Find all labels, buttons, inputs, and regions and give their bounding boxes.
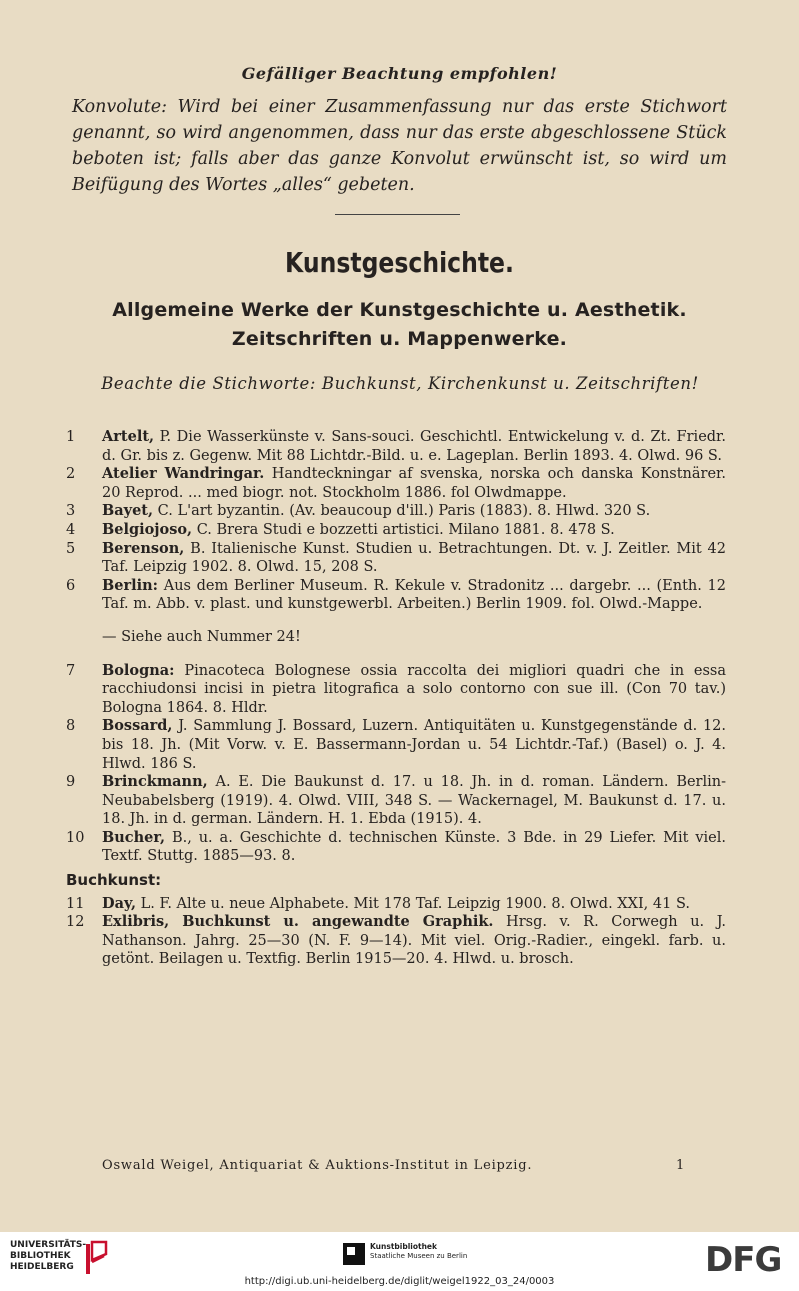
- entry-number: 4: [66, 521, 76, 538]
- entry-number: 5: [66, 540, 76, 557]
- ub-line: BIBLIOTHEK: [10, 1251, 71, 1261]
- entry-number: 12: [66, 914, 85, 931]
- entry-number: 3: [66, 503, 76, 520]
- entry-text: A. E. Die Baukunst d. 17. u 18. Jh. in d. roman. Ländern. Berlin-Neubabelsberg (1919). 4. Olwd. VIII, 348 S. — Wackernagel, M. Baukunst d. 17. u. 18. Jh. in d. german. Ländern. H. 1. Ebda (1915). 4.: [102, 774, 726, 828]
- catalog-entry: [66, 465, 726, 502]
- entry-text: J. Sammlung J. Bossard, Luzern. Antiquitäten u. Kunstgegenstände d. 12. bis 18. Jh. (Mit Vorw. v. E. Bassermann-Jordan u. 54 Lichtdr.-Taf.) (Basel) o. J. 4. Hlwd. 186 S.: [102, 718, 726, 772]
- entry-name: Bologna:: [102, 661, 175, 679]
- entry-number: 9: [66, 774, 76, 791]
- entry-text: Hrsg. v. R. Corwegh u. J. Nathanson. Jahrg. 25—30 (N. F. 9—14). Mit viel. Orig.-Radier., eingekl. farb. u. getönt. Beilagen u. Textfig. Berlin 1915—20. 4. Hlwd. u. brosch.: [102, 914, 727, 968]
- entry-number: 10: [66, 829, 85, 846]
- catalog-entry: [66, 895, 726, 914]
- entry-number: 2: [66, 466, 76, 483]
- entry-number: 8: [66, 718, 76, 735]
- entry-name: Bucher,: [102, 828, 166, 846]
- entry-text: C. Brera Studi e bozzetti artistici. Milano 1881. 8. 478 S.: [196, 521, 615, 538]
- catalog-entry: [66, 540, 726, 577]
- permalink-url[interactable]: http://digi.ub.uni-heidelberg.de/diglit/weigel1922_03_24/0003: [244, 1276, 555, 1287]
- notice-body: Konvolute: Wird bei einer Zusammenfassung nur das erste Stichwort genannt, so wird angenommen, dass nur das erste abgeschlossene Stück beboten ist; falls aber das ganze Konvolut erwünscht ist, so wird um Beifügung des Wortes „alles“ gebeten.: [72, 97, 727, 195]
- entry-name: Berenson,: [102, 539, 185, 557]
- catalog-entry: [66, 662, 726, 718]
- see-also-note: — Siehe auch Nummer 24!: [102, 629, 301, 646]
- catalog-entry: [66, 717, 726, 773]
- catalog-entry: [66, 577, 726, 614]
- keyword-note: Beachte die Stichworte: Buchkunst, Kirchenkunst u. Zeitschriften!: [101, 374, 699, 393]
- entry-list: [66, 428, 726, 969]
- catalog-entry: [66, 428, 726, 465]
- entry-name: Exlibris, Buchkunst u. angewandte Graphik.: [102, 913, 494, 931]
- entry-name: Bayet,: [102, 502, 154, 520]
- catalog-entry: [66, 913, 726, 969]
- entry-text: L. F. Alte u. neue Alphabete. Mit 178 Taf. Leipzig 1900. 8. Olwd. XXI, 41 S.: [140, 895, 690, 912]
- catalog-entry: [66, 521, 726, 540]
- entry-text: B., u. a. Geschichte d. technischen Künste. 3 Bde. in 29 Liefer. Mit viel. Textf. Stuttg. 1885—93. 8.: [102, 829, 726, 865]
- dfg-logo[interactable]: DFG: [705, 1240, 782, 1280]
- divider: [335, 214, 460, 215]
- entry-name: Berlin:: [102, 576, 159, 594]
- entry-name: Bossard,: [102, 717, 173, 735]
- section-title: Kunstgeschichte.: [285, 246, 514, 279]
- entry-text: Handteckningar af svenska, norska och danska Konstnärer. 20 Reprod. ... med biogr. not. Stockholm 1886. fol Olwdmappe.: [102, 466, 727, 501]
- entry-text: B. Italienische Kunst. Studien u. Betrachtungen. Dt. v. J. Zeitler. Mit 42 Taf. Leipzig 1902. 8. Olwd. 15, 208 S.: [102, 540, 726, 576]
- entry-text: P. Die Wasserkünste v. Sans-souci. Geschichtl. Entwickelung v. d. Zt. Friedr. d. Gr. bis z. Gegenw. Mit 88 Lichtdr.-Bild. u. e. Lageplan. Berlin 1893. 4. Olwd. 96 S.: [102, 429, 727, 464]
- entry-text: Aus dem Berliner Museum. R. Kekule v. Stradonitz ... dargebr. ... (Enth. 12 Taf. m. Abb. v. plast. und kunstgewerbl. Arbeiten.) Berlin 1909. fol. Olwd.-Mappe.: [102, 577, 726, 613]
- entry-number: 1: [66, 429, 76, 445]
- catalog-entry: [66, 829, 726, 866]
- page-number: 1: [676, 1158, 685, 1173]
- catalog-entry: [66, 502, 726, 521]
- entry-name: Artelt,: [102, 428, 155, 445]
- ub-line: HEIDELBERG: [10, 1262, 74, 1272]
- subsection-heading: Buchkunst:: [66, 871, 162, 890]
- entry-text: Pinacoteca Bolognese ossia raccolta dei migliori quadri che in essa racchiudonsi incisi in pietra litografica a solo contorno con sue ill. (Con 70 tav.) Bologna 1864. 8. Hldr.: [102, 662, 726, 716]
- kunstbibliothek-logo[interactable]: [370, 1242, 467, 1261]
- entry-number: 7: [66, 662, 76, 679]
- catalog-entry: [66, 773, 726, 829]
- digitization-logo-bar: [0, 1232, 799, 1291]
- kunstbibliothek-name: Kunstbibliothek: [370, 1242, 438, 1251]
- ub-emblem-icon: [84, 1238, 110, 1276]
- university-library-logo[interactable]: [10, 1240, 86, 1273]
- entry-name: Atelier Wandringar.: [102, 465, 265, 483]
- entry-name: Brinckmann,: [102, 773, 208, 791]
- entry-name: Day,: [102, 894, 137, 912]
- kunstbibliothek-logo-icon: [343, 1243, 365, 1265]
- entry-text: C. L'art byzantin. (Av. beaucoup d'ill.) Paris (1883). 8. Hlwd. 320 S.: [157, 503, 651, 520]
- publisher-footer: Oswald Weigel, Antiquariat & Auktions-Institut in Leipzig.: [102, 1158, 533, 1173]
- notice-title: Gefälliger Beachtung empfohlen!: [241, 64, 558, 83]
- section-subtitle: Allgemeine Werke der Kunstgeschichte u. Aesthetik. Zeitschriften u. Mappenwerke.: [112, 299, 687, 350]
- entry-name: Belgiojoso,: [102, 520, 193, 538]
- entry-number: 6: [66, 577, 76, 594]
- kunstbibliothek-sub: Staatliche Museen zu Berlin: [370, 1252, 468, 1260]
- ub-line: UNIVERSITÄTS-: [10, 1240, 87, 1250]
- entry-number: 11: [66, 895, 85, 912]
